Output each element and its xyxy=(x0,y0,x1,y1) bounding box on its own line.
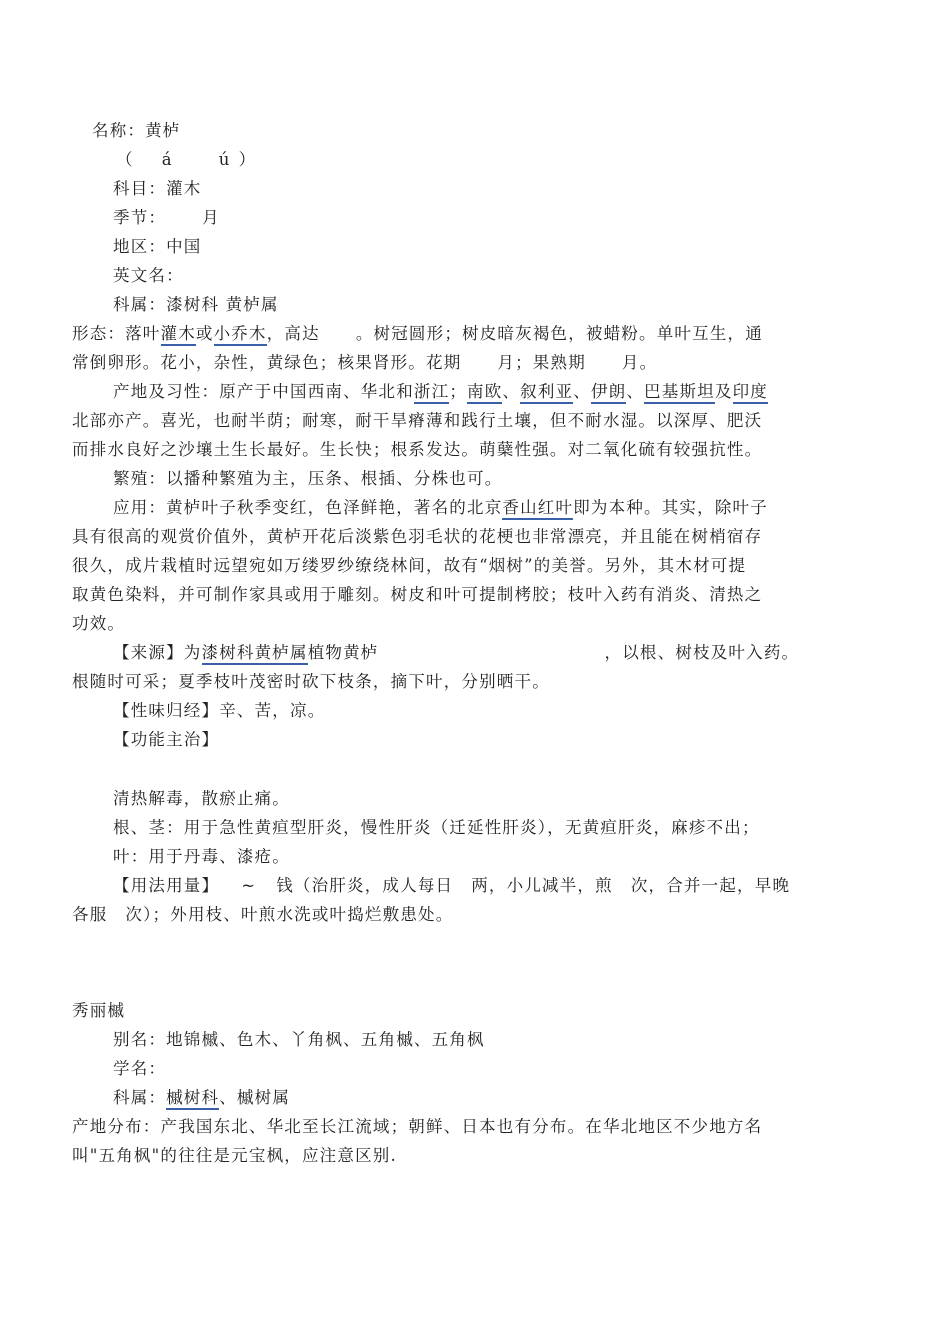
name-value: 黄栌 xyxy=(145,121,181,140)
link-shrub[interactable]: 灌木 xyxy=(161,324,196,346)
source-line-2: 根随时可采；夏季枝叶茂密时砍下枝条，摘下叶，分别晒干。 xyxy=(72,672,550,691)
order-line xyxy=(113,174,202,203)
source-text: ，以根、树枝及叶入药。 xyxy=(604,643,800,662)
entry2-distribution-line-2: 叫"五角枫"的往往是元宝枫，应注意区别. xyxy=(72,1146,397,1165)
season-line xyxy=(113,203,220,232)
habit-text: 、 xyxy=(626,382,645,401)
order-label: 科目： xyxy=(113,179,167,198)
entry2-title: 秀丽槭 xyxy=(72,1001,126,1020)
dosage-text: 次）；外用枝、叶煎水洗或叶捣烂敷患处。 xyxy=(125,905,454,924)
habit-text: 产地及习性：原产于中国西南、华北和 xyxy=(113,382,414,401)
propagation-line: 繁殖：以播种繁殖为主，压条、根插、分株也可。 xyxy=(113,469,503,488)
morph-text: 形态：落叶 xyxy=(72,324,161,343)
pinyin-line xyxy=(116,145,256,174)
morphology-line-2 xyxy=(72,348,657,377)
region-value: 中国 xyxy=(166,237,202,256)
dosage-text: 两，小儿减半，煎 xyxy=(471,876,613,895)
link-anacardiaceae-cotinus[interactable]: 漆树科黄栌属 xyxy=(202,643,308,665)
morph-text: ，高达 xyxy=(266,324,320,343)
pinyin-open: （ xyxy=(116,150,134,169)
usage-line-5: 功效。 xyxy=(72,614,126,633)
link-aceraceae[interactable]: 槭树科 xyxy=(166,1088,219,1110)
family-line xyxy=(113,290,279,319)
english-name-line xyxy=(113,261,184,290)
link-pakistan[interactable]: 巴基斯坦 xyxy=(644,382,715,404)
morph-text: 或 xyxy=(195,324,214,343)
dosage-line-2 xyxy=(72,900,453,929)
entry2-alias: 别名：地锦槭、色木、丫角枫、五角槭、五角枫 xyxy=(113,1030,485,1049)
region-line xyxy=(113,232,202,261)
dosage-text: 钱（治肝炎，成人每日 xyxy=(276,876,454,895)
family-label: 科属： xyxy=(113,295,167,314)
usage-text: 即为本种。其实，除叶子 xyxy=(573,498,768,517)
pinyin-a: á xyxy=(161,150,173,169)
dosage-text: 次，合并一起，早晚 xyxy=(630,876,791,895)
link-small-tree[interactable]: 小乔木 xyxy=(214,324,267,346)
order-value: 灌木 xyxy=(166,179,202,198)
entry2-family-rest: 、槭树属 xyxy=(219,1088,291,1107)
link-syria[interactable]: 叙利亚 xyxy=(520,382,573,404)
pinyin-close: ） xyxy=(238,150,257,169)
leaf-line: 叶：用于丹毒、漆疮。 xyxy=(113,847,290,866)
morph-text: 。树冠圆形；树皮暗灰褐色，被蜡粉。单叶互生，通 xyxy=(355,324,763,343)
entry2-scientific-name: 学名： xyxy=(113,1059,167,1078)
family-value: 漆树科 黄栌属 xyxy=(166,295,279,314)
habit-line-1 xyxy=(113,377,768,406)
link-india[interactable]: 印度 xyxy=(733,382,768,404)
dosage-line-1 xyxy=(113,871,790,900)
english-label: 英文名： xyxy=(113,266,184,285)
season-value: 月 xyxy=(202,208,220,227)
habit-line-2: 北部亦产。喜光，也耐半荫；耐寒，耐干旱瘠薄和践行土壤，但不耐水湿。以深厚、肥沃 xyxy=(72,411,763,430)
function-title: 【功能主治】 xyxy=(113,730,220,749)
morph-text: 常倒卵形。花小，杂性，黄绿色；核果肾形。花期 xyxy=(72,353,462,372)
usage-line-1 xyxy=(113,493,768,522)
usage-line-3: 很久，成片栽植时远望宛如万缕罗纱缭绕林间，故有“烟树”的美誉。另外，其木材可提 xyxy=(72,556,747,575)
name-line xyxy=(92,116,181,145)
source-text: 植物黄栌 xyxy=(307,643,379,662)
root-stem-line: 根、茎：用于急性黄疸型肝炎，慢性肝炎（迁延性肝炎），无黄疸肝炎，麻疹不出； xyxy=(113,818,760,837)
pinyin-u: ú xyxy=(218,150,231,169)
function-body: 清热解毒，散瘀止痛。 xyxy=(113,789,290,808)
link-south-europe[interactable]: 南欧 xyxy=(467,382,502,404)
habit-line-3: 而排水良好之沙壤土生长最好。生长快；根系发达。萌蘖性强。对二氧化硫有较强抗性。 xyxy=(72,440,763,459)
link-xiangshan-red-leaves[interactable]: 香山红叶 xyxy=(502,498,573,520)
season-label: 季节： xyxy=(113,208,167,227)
usage-line-2: 具有很高的观赏价值外，黄栌开花后淡紫色羽毛状的花梗也非常漂亮，并且能在树梢宿存 xyxy=(72,527,763,546)
habit-text: ； xyxy=(449,382,468,401)
dosage-text: ~ xyxy=(241,876,257,895)
dosage-text: 各服 xyxy=(72,905,108,924)
region-label: 地区： xyxy=(113,237,167,256)
usage-line-4: 取黄色染料，并可制作家具或用于雕刻。树皮和叶可提制栲胶；枝叶入药有消炎、清热之 xyxy=(72,585,763,604)
habit-text: 及 xyxy=(714,382,733,401)
link-zhejiang[interactable]: 浙江 xyxy=(414,382,449,404)
habit-text: 、 xyxy=(573,382,591,401)
link-iran[interactable]: 伊朗 xyxy=(591,382,626,404)
entry2-family-label: 科属： xyxy=(113,1088,167,1107)
entry2-distribution-line-1: 产地分布：产我国东北、华北至长江流域；朝鲜、日本也有分布。在华北地区不少地方名 xyxy=(72,1117,763,1136)
usage-text: 应用：黄栌叶子秋季变红，色泽鲜艳，著名的北京 xyxy=(113,498,503,517)
morphology-line-1 xyxy=(72,319,763,348)
name-label: 名称： xyxy=(92,121,146,140)
morph-text: 月；果熟期 xyxy=(497,353,586,372)
morph-text: 月。 xyxy=(621,353,658,372)
source-text: 【来源】为 xyxy=(113,643,202,662)
entry2-family-line xyxy=(113,1083,290,1112)
dosage-text: 【用法用量】 xyxy=(113,876,220,895)
source-line-1 xyxy=(113,638,799,667)
nature-line: 【性味归经】辛、苦，凉。 xyxy=(113,701,326,720)
habit-text: 、 xyxy=(502,382,521,401)
